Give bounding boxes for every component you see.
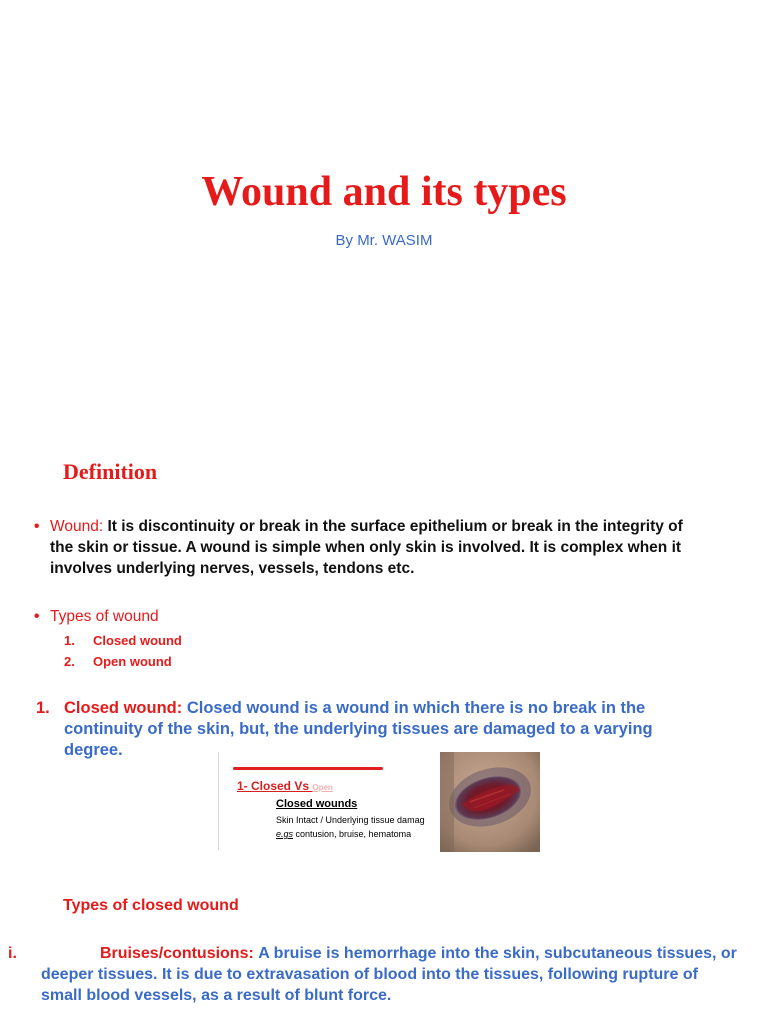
wound-definition-bullet bbox=[34, 516, 764, 579]
bruise-term: Bruises/contusions: bbox=[100, 945, 254, 962]
types-of-wound-label: Types of wound bbox=[50, 608, 159, 625]
slide-description: Skin Intact / Underlying tissue damag bbox=[276, 815, 425, 825]
bruise-line-1: A bruise is hemorrhage into the skin, subcutaneous tissues, or bbox=[258, 945, 737, 962]
list-item bbox=[64, 630, 182, 651]
list-number: 1. bbox=[64, 633, 75, 648]
wound-line-1: It is discontinuity or break in the surface epithelium or break in the integrity of bbox=[107, 518, 683, 535]
bruise-line-2: deeper tissues. It is due to extravasation of blood into the tissues, following rupture of bbox=[41, 966, 698, 983]
wound-definition-text: Wound: It is discontinuity or break in the surface epithelium or break in the integrity of the skin or tissue. A wound is simple when only skin is involved. It is complex when it involves underlying nerves, vessels, tendons etc. bbox=[50, 518, 683, 577]
slide-subheading: Closed wounds bbox=[276, 798, 358, 810]
closed-wound-line-3: degree. bbox=[64, 741, 123, 759]
bruise-photo-graphic bbox=[440, 752, 540, 852]
types-of-wound-bullet bbox=[34, 606, 764, 627]
wound-term: Wound bbox=[50, 518, 99, 535]
slide-heading: 1- Closed Vs Open bbox=[237, 779, 333, 793]
closed-wound-term: Closed wound: bbox=[64, 699, 183, 717]
list-label: Open wound bbox=[93, 654, 172, 669]
author-byline: By Mr. WASIM bbox=[335, 232, 433, 249]
bruise-line-3: small blood vessels, as a result of blunt force. bbox=[41, 987, 392, 1004]
wound-types-list bbox=[64, 630, 182, 672]
list-label: Closed wound bbox=[93, 633, 182, 648]
closed-vs-open-slide-image bbox=[218, 752, 441, 850]
closed-wound-number: 1. bbox=[36, 699, 50, 717]
definition-heading: Definition bbox=[63, 459, 158, 484]
slide-red-underline bbox=[233, 767, 383, 770]
slide-examples: e.gs contusion, bruise, hematoma bbox=[276, 829, 412, 839]
wound-line-2: the skin or tissue. A wound is simple when only skin is involved. It is complex when it bbox=[50, 539, 682, 556]
bruise-roman-numeral: i. bbox=[8, 945, 17, 962]
bullet-icon: • bbox=[34, 608, 40, 625]
wound-line-3: involves underlying nerves, vessels, tendons etc. bbox=[50, 560, 415, 577]
closed-wound-line-1: Closed wound is a wound in which there is no break in the bbox=[186, 699, 646, 717]
bruise-photo bbox=[440, 752, 540, 852]
bruise-paragraph bbox=[8, 943, 760, 1006]
types-of-closed-wound-heading: Types of closed wound bbox=[63, 897, 239, 914]
document-title: Wound and its types bbox=[201, 169, 567, 215]
closed-wound-line-2: continuity of the skin, but, the underlying tissues are damaged to a varying bbox=[64, 720, 653, 738]
list-item bbox=[64, 651, 182, 672]
list-number: 2. bbox=[64, 654, 75, 669]
bullet-icon: • bbox=[34, 518, 40, 535]
